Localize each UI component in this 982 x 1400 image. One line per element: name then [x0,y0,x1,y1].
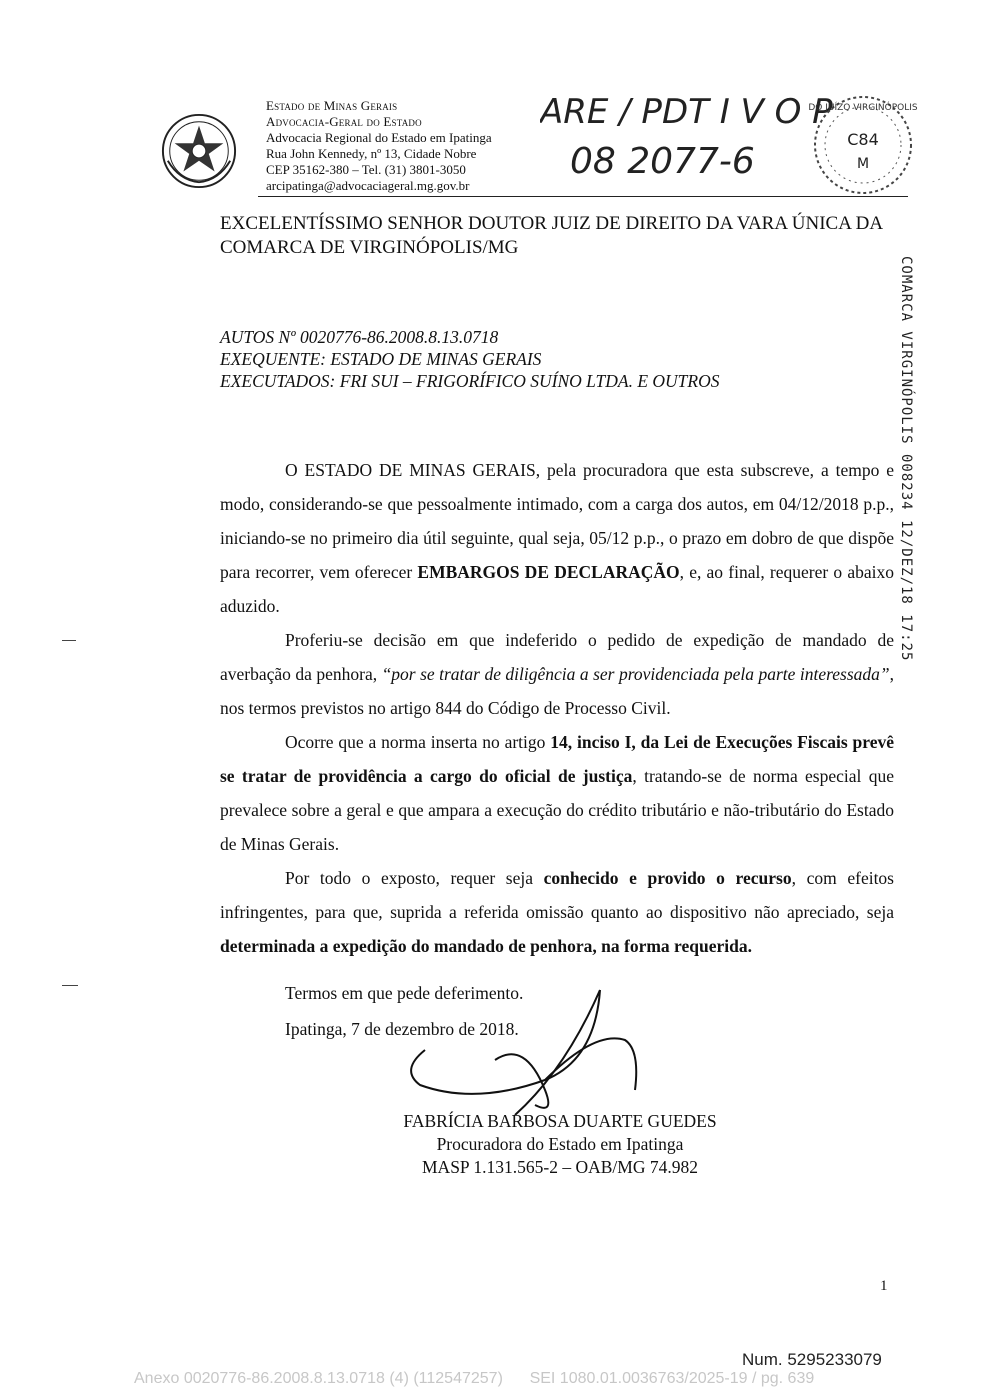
paragraph-3 [220,725,894,861]
letterhead-state: Estado de Minas Gerais [266,98,398,113]
signature-icon [395,980,665,1120]
p4-bold-end: determinada a expedição do mandado de penhora, na forma requerida. [220,936,752,956]
protocol-stamp: COMARCA VIRGINÓPOLIS 008234 12/DEZ/18 17:25 [898,256,914,662]
scan-mark [62,985,78,986]
signatory-ids: MASP 1.131.565-2 – OAB/MG 74.982 [422,1157,698,1177]
scan-mark [62,640,76,641]
case-info [220,326,719,392]
paragraph-4 [220,861,894,963]
p2-quote: “por se tratar de diligência a ser providenciada pela parte interessada” [381,664,890,684]
p3-bold: 14, inciso I, da Lei de Execuções Fiscais prevê se tratar de providência a cargo do oficial de justiça [220,732,894,786]
stamp-letter: M [856,156,870,172]
paragraph-1 [220,453,894,623]
paragraph-2 [220,623,894,725]
document-number: Num. 5295233079 [742,1350,882,1369]
letterhead-email: arcipatinga@advocaciageral.mg.gov.br [266,178,470,193]
addressee-title: EXCELENTÍSSIMO SENHOR DOUTOR JUIZ DE DIREITO DA VARA ÚNICA DA COMARCA DE VIRGINÓPOLIS/MG [220,213,883,258]
p3-text: Ocorre que a norma inserta no artigo [285,732,551,752]
case-defendants: EXECUTADOS: FRI SUI – FRIGORÍFICO SUÍNO LTDA. E OUTROS [220,371,720,391]
p4-mid: , com efeitos infringentes, para que, suprida a referida omissão quanto ao dispositivo não apreciado, seja [220,868,894,922]
coat-of-arms-icon [160,112,238,190]
stamp-text: DO JUÍZO VIRGINÓPOLIS [808,103,918,113]
signatory-block [340,1110,780,1179]
handwritten-line2: 08 2077-6 [570,141,755,182]
p4-bold: conhecido e provido o recurso [543,868,792,888]
letterhead [266,98,492,194]
letterhead-office: Advocacia Regional do Estado em Ipatinga [266,130,492,145]
letterhead-agency: Advocacia-Geral do Estado [266,114,422,129]
p2-text: Proferiu-se decisão em que indeferido o pedido de expedição de mandado de averbação da penhora, [220,630,894,684]
stamp-code: C84 [847,130,879,149]
closing-request: Termos em que pede deferimento. [285,983,524,1003]
page-number: 1 [880,1278,888,1294]
petition-body [220,453,894,963]
court-stamp-icon [808,90,918,200]
signatory-role: Procuradora do Estado em Ipatinga [436,1134,684,1154]
p2-end: , nos termos previstos no artigo 844 do Código de Processo Civil. [220,664,894,718]
p4-text: Por todo o exposto, requer seja [285,868,544,888]
handwritten-annotation [540,78,840,188]
case-number: AUTOS Nº 0020776-86.2008.8.13.0718 [220,327,499,347]
case-plaintiff: EXEQUENTE: ESTADO DE MINAS GERAIS [220,349,542,369]
p1-end: , e, ao final, requerer o abaixo aduzido. [220,562,894,616]
handwritten-line1: ARE / PDT I V O P [540,92,833,132]
signatory-name: FABRÍCIA BARBOSA DUARTE GUEDES [403,1111,717,1131]
letterhead-phone: CEP 35162-380 – Tel. (31) 3801-3050 [266,162,466,177]
p3-end: , tratando-se de norma especial que prevalece sobre a geral e que ampara a execução do crédito tributário e não-tributário do Estado de Minas Gerais. [220,766,894,854]
p1-text: O ESTADO DE MINAS GERAIS, pela procuradora que esta subscreve, a tempo e modo, considerando-se que pessoalmente intimado, com a carga dos autos, em 04/12/2018 p.p., iniciando-se no primeiro dia útil seguinte, qual seja, 05/12 p.p., o prazo em dobro de que dispõe para recorrer, vem oferecer [220,460,894,582]
letterhead-address: Rua John Kennedy, nº 13, Cidade Nobre [266,146,477,161]
footer-annex: Anexo 0020776-86.2008.8.13.0718 (4) (112547257) SEI 1080.01.0036763/2025-19 / pg. 639 [134,1370,815,1387]
p1-bold: EMBARGOS DE DECLARAÇÃO [417,562,680,582]
closing-date: Ipatinga, 7 de dezembro de 2018. [285,1019,519,1039]
